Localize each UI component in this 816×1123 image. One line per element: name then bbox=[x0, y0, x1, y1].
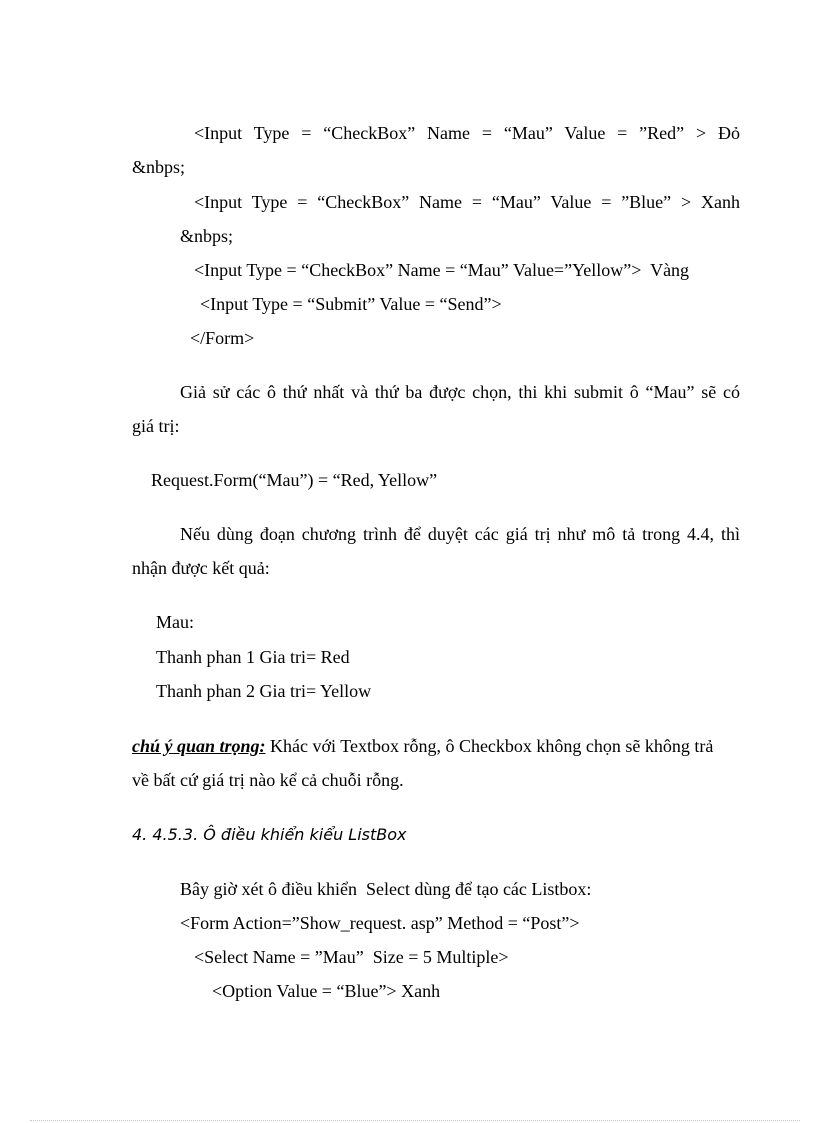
code-line-form-close: </Form> bbox=[190, 328, 255, 348]
paragraph-selection-line2: giá trị: bbox=[132, 416, 180, 436]
page-bottom-rule bbox=[30, 1120, 800, 1121]
code-line-form-open: <Form Action=”Show_request. asp” Method = “Post”> bbox=[180, 913, 580, 933]
important-note-line2: về bất cứ giá trị nào kể cả chuỗi rỗng. bbox=[132, 770, 404, 790]
section-heading-listbox: 4. 4.5.3. Ô điều khiển kiểu ListBox bbox=[132, 825, 407, 844]
code-line-input-yellow: <Input Type = “CheckBox” Name = “Mau” Value=”Yellow”> Vàng bbox=[194, 260, 690, 280]
paragraph-select-intro: Bây giờ xét ô điều khiển Select dùng để tạo các Listbox: bbox=[180, 879, 592, 899]
important-note-line1 bbox=[132, 735, 713, 757]
output-line-item2: Thanh phan 2 Gia tri= Yellow bbox=[156, 681, 372, 701]
code-line-nbsp-2: &nbps; bbox=[180, 226, 234, 246]
output-line-item1: Thanh phan 1 Gia tri= Red bbox=[156, 647, 350, 667]
code-line-nbsp-1: &nbps; bbox=[132, 157, 186, 177]
request-form-line: Request.Form(“Mau”) = “Red, Yellow” bbox=[151, 470, 438, 490]
code-line-input-red: <Input Type = “CheckBox” Name = “Mau” Value = ”Red” > Đỏ bbox=[194, 123, 740, 143]
paragraph-result-line2: nhận được kết quả: bbox=[132, 558, 270, 578]
important-note-label: chú ý quan trọng: bbox=[132, 736, 266, 756]
important-note-text: Khác với Textbox rỗng, ô Checkbox không chọn sẽ không trả bbox=[270, 736, 714, 756]
output-line-mau: Mau: bbox=[156, 612, 194, 632]
paragraph-result-line1: Nếu dùng đoạn chương trình để duyệt các giá trị như mô tả trong 4.4, thì bbox=[180, 524, 740, 544]
code-line-input-blue: <Input Type = “CheckBox” Name = “Mau” Value = ”Blue” > Xanh bbox=[194, 192, 740, 212]
paragraph-selection-line1: Giả sử các ô thứ nhất và thứ ba được chọn, thi khi submit ô “Mau” sẽ có bbox=[180, 382, 740, 402]
code-line-select-open: <Select Name = ”Mau” Size = 5 Multiple> bbox=[194, 947, 509, 967]
code-line-option-blue: <Option Value = “Blue”> Xanh bbox=[212, 981, 441, 1001]
code-line-input-submit: <Input Type = “Submit” Value = “Send”> bbox=[200, 294, 502, 314]
